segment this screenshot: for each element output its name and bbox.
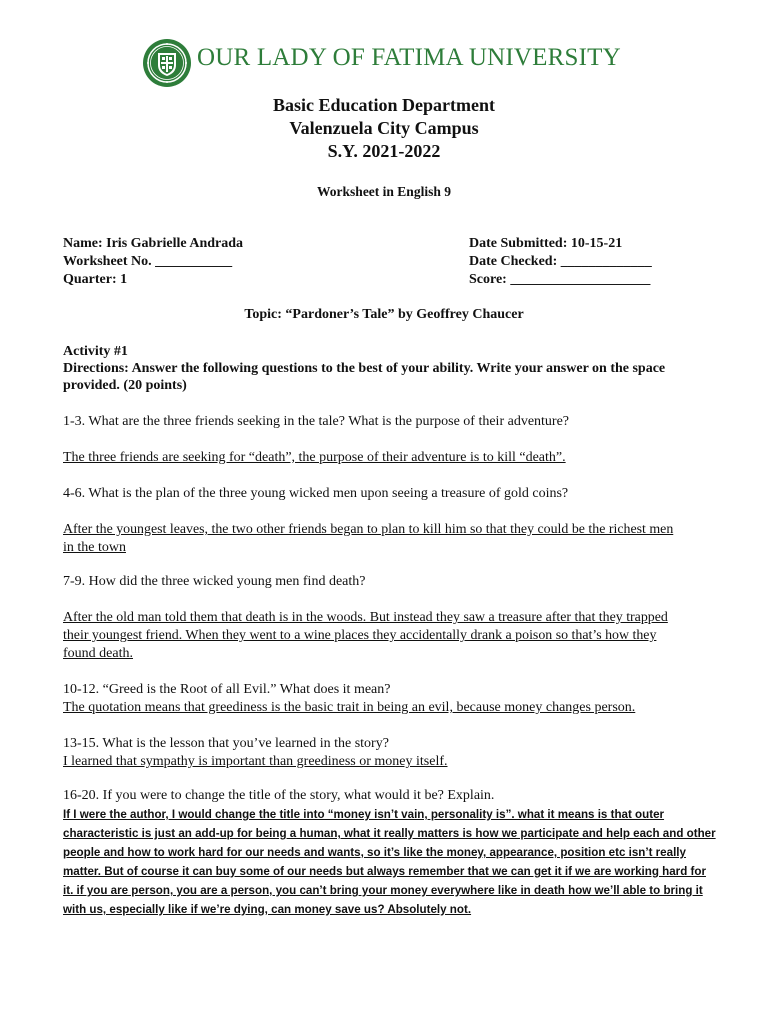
student-name: Name: Iris Gabrielle Andrada — [63, 236, 244, 251]
answer-16-20-line-2: characteristic is just an add-up for being a human, what it really matters is how we participate and help each and other — [63, 827, 716, 840]
directions-line-2: provided. (20 points) — [63, 378, 187, 393]
answer-13-15: I learned that sympathy is important than greediness or money itself. — [63, 754, 448, 769]
question-7-9: 7-9. How did the three wicked young men find death? — [63, 574, 366, 589]
quarter: Quarter: 1 — [63, 272, 128, 287]
topic-heading: Topic: “Pardoner’s Tale” by Geoffrey Chaucer — [244, 307, 524, 322]
answer-16-20-line-6: with us, especially like if we’re dying, can money save us? Absolutely not. — [63, 903, 472, 916]
school-year: S.Y. 2021-2022 — [327, 141, 441, 161]
question-10-12: 10-12. “Greed is the Root of all Evil.” What does it mean? — [63, 682, 391, 697]
answer-16-20-line-3: people and how to work hard for our needs and wants, so it’s like the money, appearance, position etc isn’t really — [63, 846, 686, 859]
answer-4-6-line-1: After the youngest leaves, the two other friends began to plan to kill him so that they could be the richest men — [63, 522, 674, 537]
date-submitted: Date Submitted: 10-15-21 — [469, 236, 623, 251]
answer-7-9-line-3: found death. — [63, 646, 133, 661]
activity-title: Activity #1 — [63, 344, 128, 359]
question-4-6: 4-6. What is the plan of the three young wicked men upon seeing a treasure of gold coins? — [63, 486, 569, 501]
university-seal-logo — [142, 38, 192, 88]
answer-7-9-line-2: their youngest friend. When they went to a wine places they accidentally drank a poison so that’s how they — [63, 628, 657, 643]
answer-16-20-line-5: it. if you are person, you are a person, you can’t bring your money everywhere like in death how we’ll able to bring it — [63, 884, 703, 897]
directions-line-1: Directions: Answer the following questions to the best of your ability. Write your answer on the space — [63, 361, 666, 376]
question-16-20: 16-20. If you were to change the title of the story, what would it be? Explain. — [63, 788, 495, 803]
worksheet-number: Worksheet No. ___________ — [63, 254, 233, 269]
answer-10-12: The quotation means that greediness is the basic trait in being an evil, because money changes person. — [63, 700, 636, 715]
answer-16-20-line-4: matter. But of course it can buy some of our needs but always remember that we can get it if we are working hard for — [63, 865, 706, 878]
campus-title: Valenzuela City Campus — [289, 118, 479, 138]
answer-4-6-line-2: in the town — [63, 540, 126, 555]
date-checked: Date Checked: _____________ — [469, 254, 652, 269]
university-name: OUR LADY OF FATIMA UNIVERSITY — [197, 44, 621, 71]
question-13-15: 13-15. What is the lesson that you’ve learned in the story? — [63, 736, 389, 751]
answer-16-20-line-1: If I were the author, I would change the title into “money isn’t vain, personality is”. what it means is that outer — [63, 808, 665, 821]
worksheet-title: Worksheet in English 9 — [317, 184, 451, 199]
score: Score: ____________________ — [469, 272, 651, 287]
answer-1-3: The three friends are seeking for “death”, the purpose of their adventure is to kill “death”. — [63, 450, 566, 465]
answer-7-9-line-1: After the old man told them that death is in the woods. But instead they saw a treasure after that they trapped — [63, 610, 668, 625]
department-title: Basic Education Department — [273, 95, 495, 115]
question-1-3: 1-3. What are the three friends seeking in the tale? What is the purpose of their adventure? — [63, 414, 570, 429]
